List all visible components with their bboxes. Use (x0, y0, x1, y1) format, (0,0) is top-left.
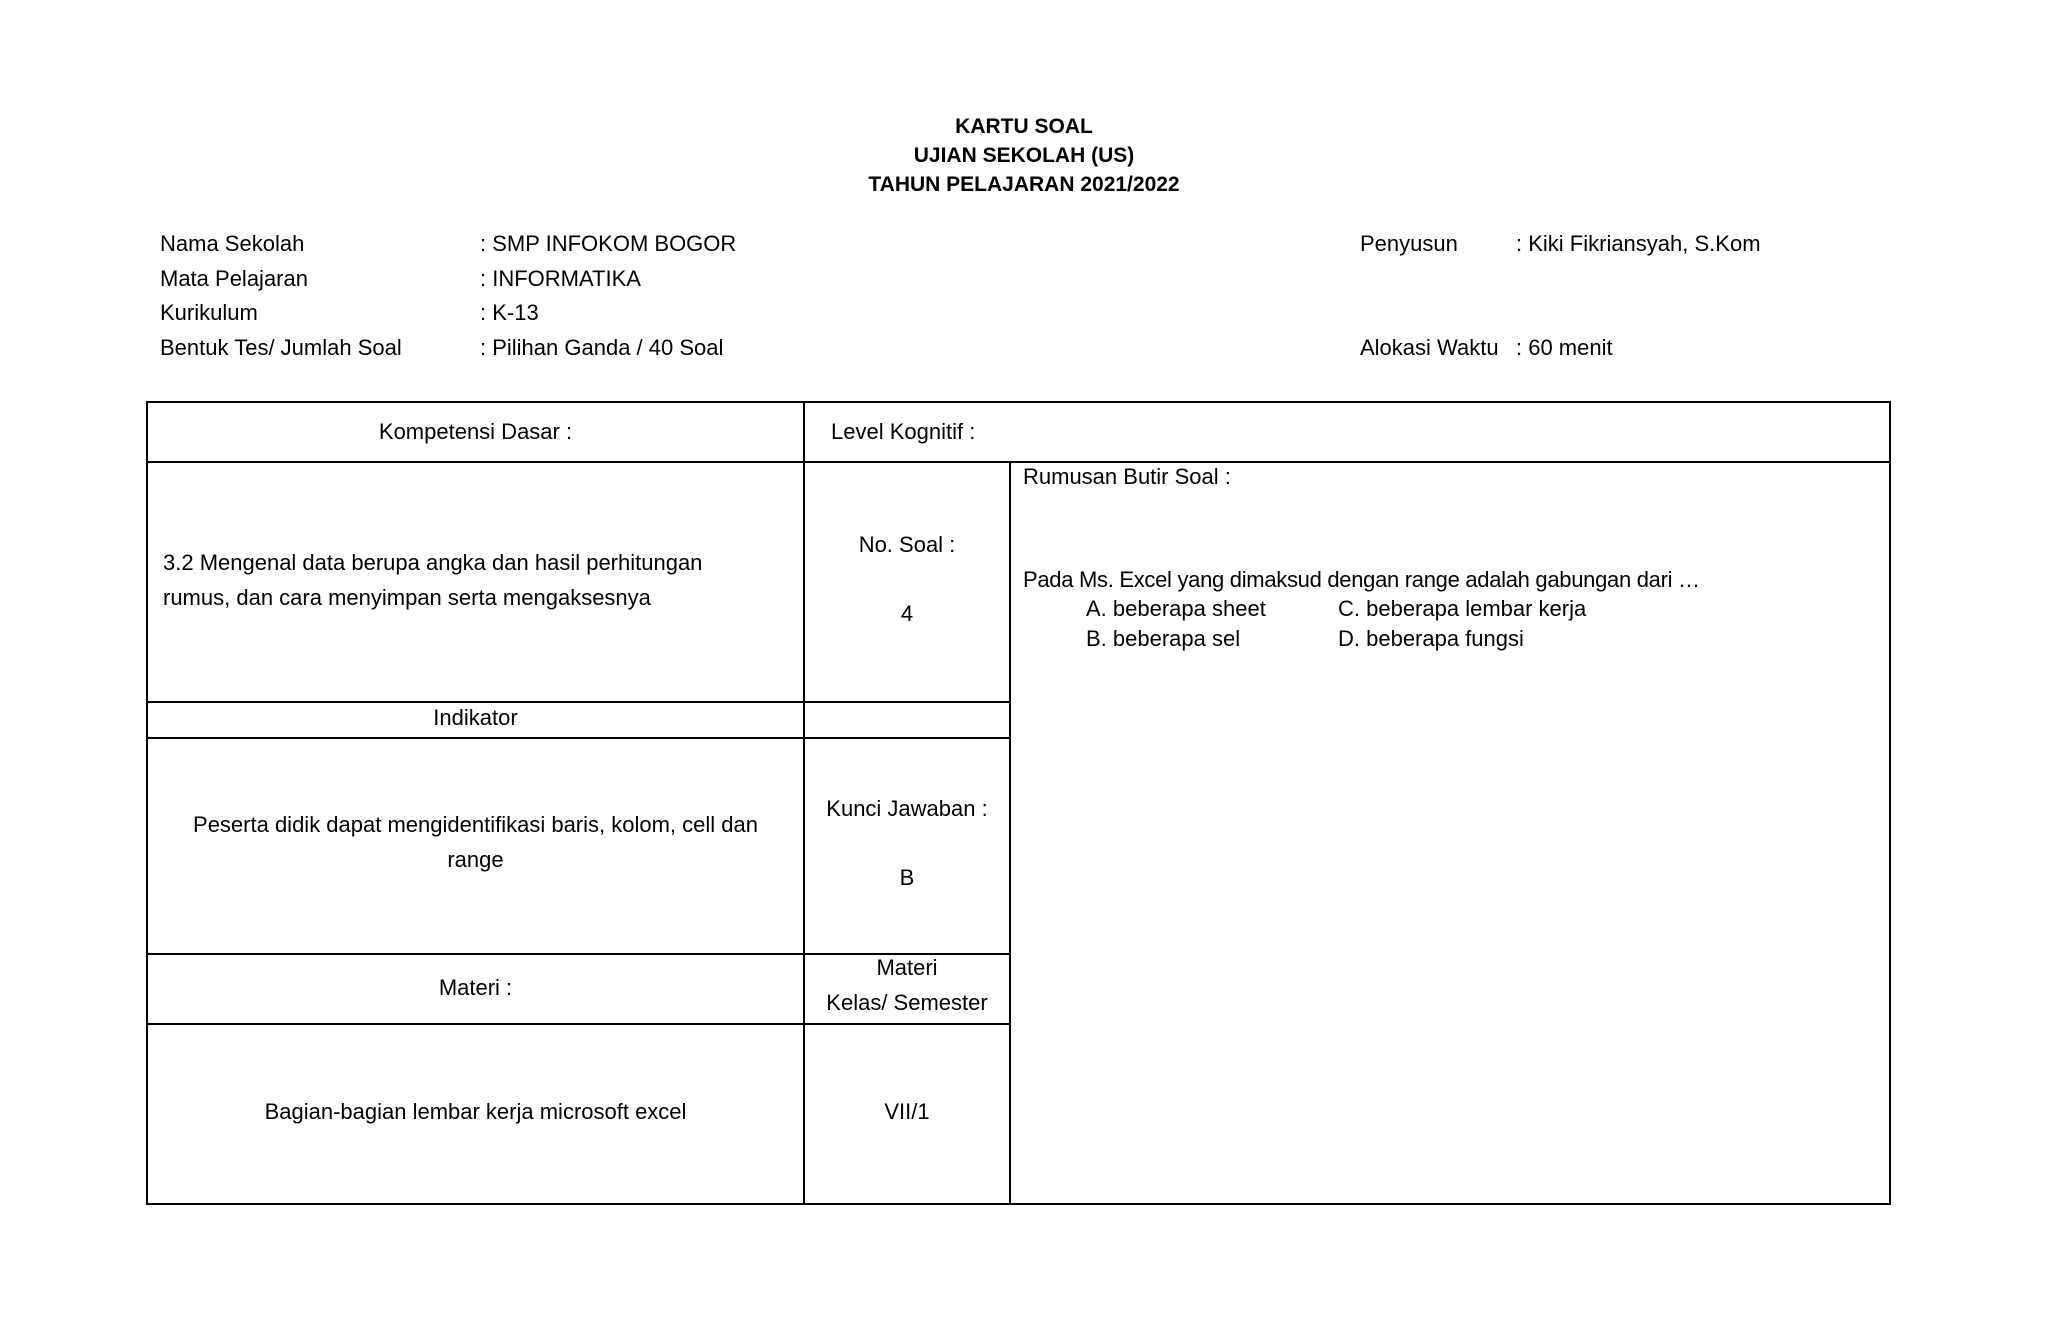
indikator-text-line2: range (447, 847, 504, 872)
kunci-value: B (899, 865, 915, 890)
row-divider (146, 461, 1891, 463)
no-soal-value: 4 (900, 601, 914, 626)
subject-value: : INFORMATIKA (480, 266, 641, 291)
level-header: Level Kognitif : (831, 419, 976, 444)
option-d: D. beberapa fungsi (1338, 626, 1524, 651)
kd-text-line1: 3.2 Mengenal data berupa angka dan hasil perhitungan (163, 550, 703, 575)
no-soal-label: No. Soal : (858, 532, 956, 557)
curriculum-label: Kurikulum (160, 300, 258, 325)
title-ujian-sekolah: UJIAN SEKOLAH (US) (913, 144, 1135, 167)
time-label: Alokasi Waktu (1360, 335, 1499, 360)
kd-header: Kompetensi Dasar : (378, 419, 573, 444)
row-divider (146, 1023, 1011, 1025)
materi-kelas-line1: Materi (876, 955, 938, 980)
materi-kelas-line2: Kelas/ Semester (826, 990, 988, 1015)
title-kartu-soal: KARTU SOAL (955, 115, 1093, 138)
kd-text-line2: rumus, dan cara menyimpan serta mengaksesnya (163, 585, 651, 610)
row-divider (146, 737, 1011, 739)
curriculum-value: : K-13 (480, 300, 539, 325)
school-label: Nama Sekolah (160, 231, 305, 256)
author-value: : Kiki Fikriansyah, S.Kom (1516, 231, 1761, 256)
question-text: Pada Ms. Excel yang dimaksud dengan range adalah gabungan dari … (1023, 567, 1700, 592)
indikator-text-line1: Peserta didik dapat mengidentifikasi baris, kolom, cell dan (193, 812, 758, 837)
subject-label: Mata Pelajaran (160, 266, 308, 291)
kelas-value: VII/1 (884, 1099, 930, 1124)
school-value: : SMP INFOKOM BOGOR (480, 231, 737, 256)
option-c: C. beberapa lembar kerja (1338, 596, 1587, 621)
rumusan-label: Rumusan Butir Soal : (1023, 464, 1231, 489)
column-divider (1009, 461, 1011, 1205)
time-value: : 60 menit (1516, 335, 1613, 360)
materi-text: Bagian-bagian lembar kerja microsoft excel (264, 1099, 687, 1124)
form-value: : Pilihan Ganda / 40 Soal (480, 335, 724, 360)
option-a: A. beberapa sheet (1086, 596, 1266, 621)
author-label: Penyusun (1360, 231, 1458, 256)
kunci-label: Kunci Jawaban : (826, 796, 988, 821)
materi-header: Materi : (438, 975, 513, 1000)
option-b: B. beberapa sel (1086, 626, 1241, 651)
title-tahun-pelajaran: TAHUN PELAJARAN 2021/2022 (868, 173, 1180, 196)
indikator-header: Indikator (433, 705, 518, 730)
question-card-table (146, 401, 1891, 1205)
form-label: Bentuk Tes/ Jumlah Soal (160, 335, 402, 360)
